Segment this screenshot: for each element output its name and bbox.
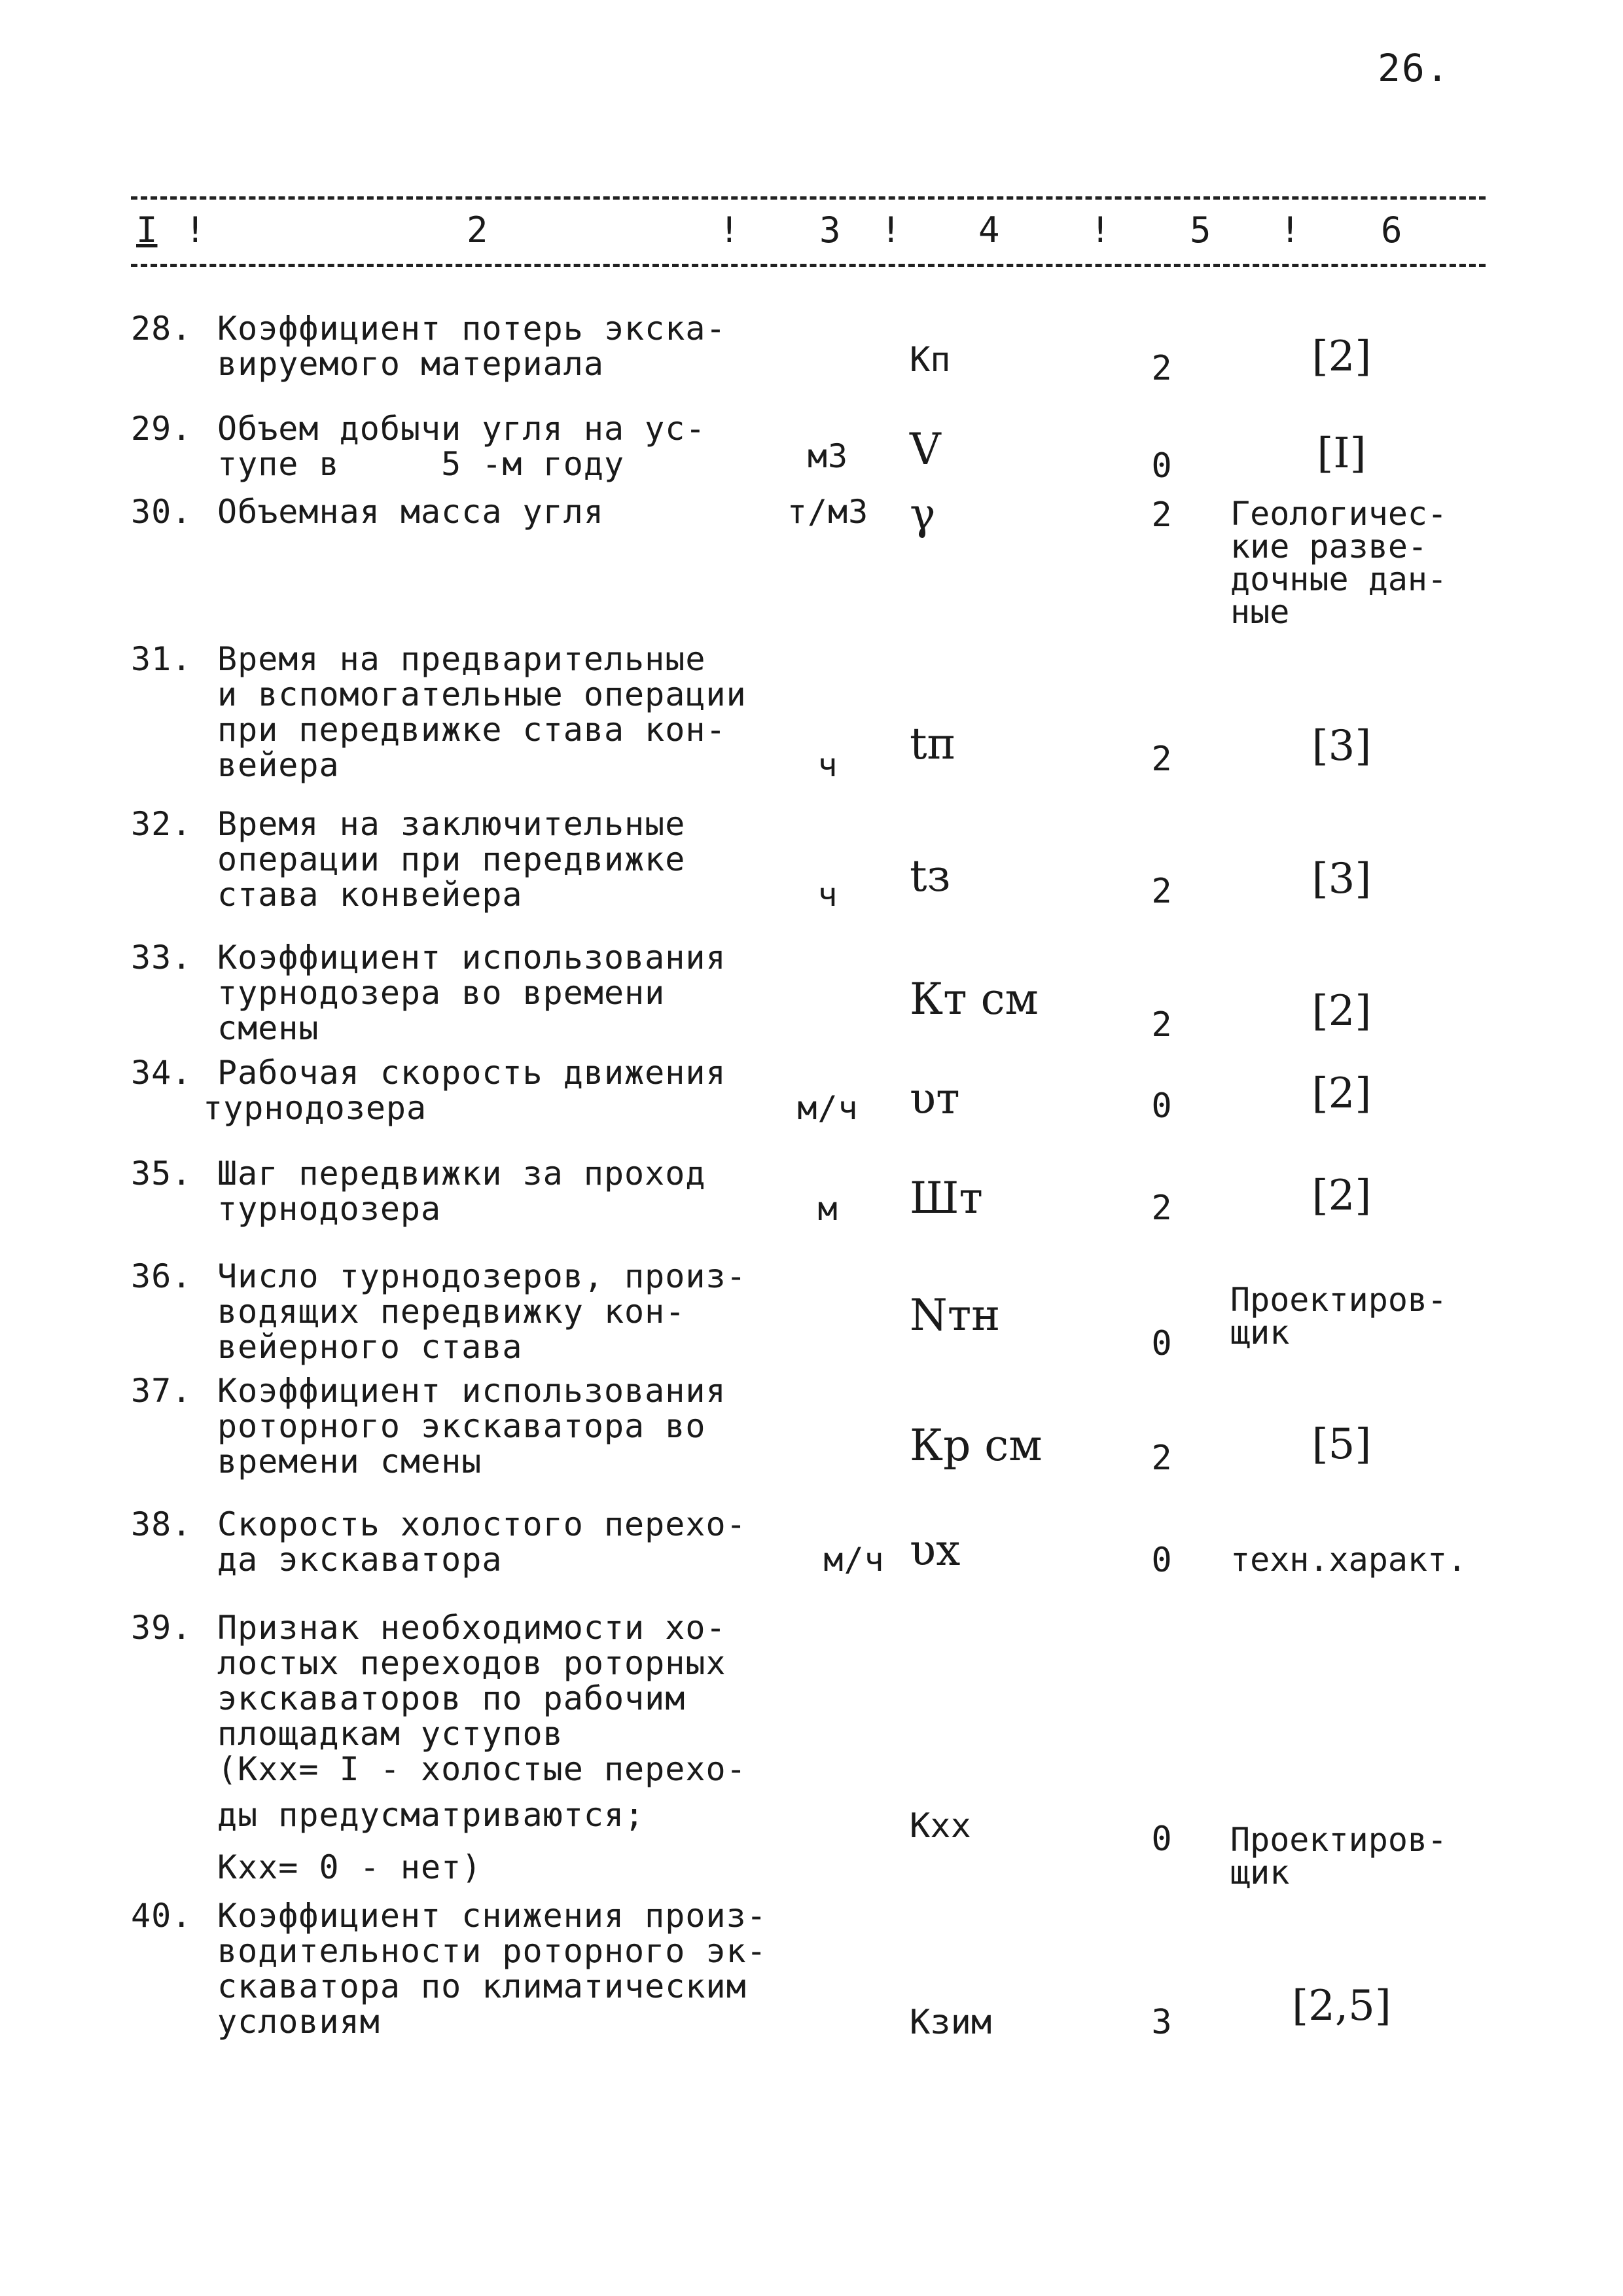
row-number: 30. (131, 493, 192, 531)
description-line: вейера (217, 746, 340, 784)
description-line: экскаваторов по рабочим (217, 1679, 686, 1717)
row-source: техн.характ. (1230, 1541, 1467, 1579)
page-number: 26. (1378, 46, 1450, 90)
header-col-3: 3 (819, 209, 841, 251)
description-line: турнодозера (217, 1190, 442, 1228)
row-col5: 0 (1151, 446, 1172, 486)
row-unit: ч (817, 876, 838, 914)
description-line: условиям (217, 2003, 380, 2041)
description-line: да экскаватора (217, 1541, 503, 1579)
table-header-rule (131, 264, 1486, 267)
row-symbol: υх (910, 1525, 961, 1575)
header-sep: ! (1090, 209, 1111, 251)
header-col-4: 4 (978, 209, 1000, 251)
description-line: скаватора по климатическим (217, 1967, 747, 2005)
row-unit: м/ч (797, 1089, 859, 1127)
row-description (217, 1259, 806, 1365)
row-number: 28. (131, 310, 192, 348)
description-line: тупе в 5 -м году (217, 445, 625, 483)
row-col5: 2 (1151, 349, 1172, 388)
row-source: [2] (1311, 332, 1372, 381)
description-line: Коэффициент использования (217, 939, 726, 977)
row-col5: 2 (1151, 495, 1172, 535)
row-col5: 0 (1151, 1324, 1172, 1363)
row-description (217, 411, 806, 482)
description-line: Скорость холостого перехо- (217, 1505, 747, 1543)
description-line: Кхх= 0 - нет) (217, 1848, 482, 1886)
row-source: Геологичес- кие разве- дочные дан- ные (1230, 495, 1448, 631)
header-sep: ! (880, 209, 902, 251)
description-line: операции при передвижке (217, 840, 686, 878)
row-number: 34. (131, 1054, 192, 1092)
description-line: турнодозера (203, 1089, 427, 1127)
row-symbol: Кзим (910, 2003, 992, 2042)
row-source: Проектиров- щик (1230, 1281, 1448, 1352)
description-line: Время на заключительные (217, 805, 686, 843)
row-symbol: Шт (910, 1173, 983, 1223)
row-description (217, 1156, 806, 1227)
row-symbol: tз (910, 851, 951, 901)
description-line: Шаг передвижки за проход (217, 1155, 706, 1193)
row-description (217, 1610, 806, 1885)
description-line: смены (217, 1009, 319, 1047)
row-description (217, 641, 806, 783)
row-description (217, 806, 806, 912)
row-source: [I] (1317, 429, 1366, 478)
header-col-1: I (136, 209, 158, 251)
description-line: (Кхх= I - холостые перехо- (217, 1750, 747, 1788)
row-unit: т/м3 (787, 493, 869, 531)
row-symbol: Nтн (910, 1290, 1001, 1340)
row-symbol: υт (910, 1073, 960, 1124)
row-unit: м3 (807, 437, 849, 475)
row-col5: 0 (1151, 1541, 1172, 1580)
row-unit: м (817, 1190, 838, 1228)
description-line: Коэффициент потерь экска- (217, 310, 726, 348)
row-number: 29. (131, 410, 192, 448)
row-source: Проектиров- щик (1230, 1821, 1448, 1892)
row-source: [3] (1311, 722, 1372, 770)
row-col5: 0 (1151, 1086, 1172, 1126)
row-symbol: V (910, 424, 941, 475)
row-source: [2,5] (1292, 1982, 1391, 2030)
row-number: 33. (131, 939, 192, 977)
description-line: и вспомогательные операции (217, 675, 747, 713)
row-number: 40. (131, 1897, 192, 1935)
description-line: роторного экскаватора во (217, 1407, 706, 1445)
description-line: Рабочая скорость движения (217, 1054, 726, 1092)
row-unit: ч (817, 746, 838, 784)
description-line: става конвейера (217, 876, 523, 914)
description-line: вируемого материала (217, 345, 604, 383)
description-line: Признак необходимости хо- (217, 1609, 726, 1647)
description-line: времени смены (217, 1443, 482, 1480)
header-col-5: 5 (1190, 209, 1211, 251)
header-sep: ! (719, 209, 740, 251)
row-col5: 2 (1151, 872, 1172, 911)
row-number: 35. (131, 1155, 192, 1193)
description-line: Объемная масса угля (217, 493, 604, 531)
row-source: [5] (1311, 1420, 1372, 1469)
row-number: 31. (131, 640, 192, 678)
row-symbol: Кп (910, 340, 951, 380)
row-col5: 2 (1151, 1439, 1172, 1478)
description-line: водящих передвижку кон- (217, 1293, 686, 1331)
row-symbol: tп (910, 719, 956, 769)
description-line: ды предусматриваются; (217, 1796, 645, 1834)
row-col5: 2 (1151, 1005, 1172, 1045)
row-description (217, 1898, 806, 2039)
description-line: Коэффициент снижения произ- (217, 1897, 767, 1935)
row-symbol: Кхх (910, 1806, 971, 1846)
row-source: [2] (1311, 1172, 1372, 1220)
header-col-6: 6 (1381, 209, 1402, 251)
row-number: 36. (131, 1257, 192, 1295)
row-description (217, 940, 806, 1046)
table-top-rule (131, 196, 1486, 200)
header-col-2: 2 (467, 209, 488, 251)
header-sep: ! (185, 209, 206, 251)
description-line: турнодозера во времени (217, 974, 666, 1012)
description-line: лостых переходов роторных (217, 1644, 726, 1682)
row-col5: 0 (1151, 1820, 1172, 1859)
description-line: площадкам уступов (217, 1715, 563, 1753)
row-col5: 2 (1151, 740, 1172, 779)
description-line: вейерного става (217, 1328, 523, 1366)
description-line: водительности роторного эк- (217, 1932, 767, 1970)
row-description (217, 1507, 806, 1577)
row-source: [2] (1311, 1069, 1372, 1118)
row-number: 37. (131, 1372, 192, 1410)
row-symbol: Кт см (910, 974, 1039, 1024)
row-description (203, 1054, 806, 1127)
description-line: Время на предварительные (217, 640, 706, 678)
row-description (217, 494, 806, 529)
row-symbol: Кр см (910, 1420, 1043, 1471)
row-description (217, 1373, 806, 1479)
row-source: [2] (1311, 987, 1372, 1035)
row-symbol: γ (910, 489, 936, 539)
description-line: при передвижке става кон- (217, 711, 726, 749)
description-line: Объем добычи угля на ус- (217, 410, 706, 448)
row-description (217, 311, 806, 382)
row-col5: 3 (1151, 2003, 1172, 2042)
row-number: 38. (131, 1505, 192, 1543)
row-number: 39. (131, 1609, 192, 1647)
description-line: Коэффициент использования (217, 1372, 726, 1410)
row-source: [3] (1311, 855, 1372, 903)
row-unit: м/ч (823, 1541, 885, 1579)
row-number: 32. (131, 805, 192, 843)
description-line: Число турнодозеров, произ- (217, 1257, 747, 1295)
header-sep: ! (1279, 209, 1301, 251)
row-col5: 2 (1151, 1189, 1172, 1228)
